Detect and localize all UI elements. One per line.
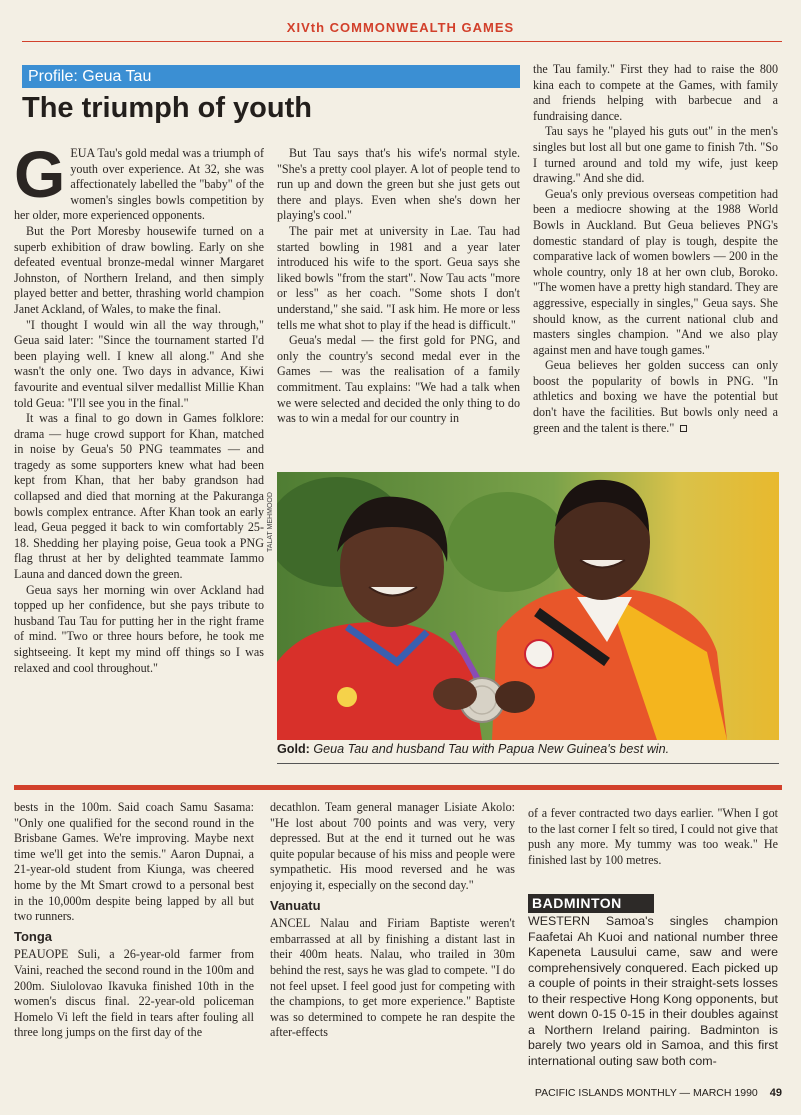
article-paragraph: Geua says her morning win over Ackland had topped up her confidence, but she pays tribute to husband Tau Tau for putting her in the right frame of mind. "Two or three hours before, he took me sightseeing. It kept my mind off things so I was relaxed and cool throughout." [14, 582, 264, 675]
article-paragraph: Geua's only previous overseas competition had been a mediocre showing at the 1988 World Bowls in Auckland. But Geua believes PNG's domestic standard of play is tough, despite the comparative lack of women bowlers — 200 in the whole country, only 18 at her own club, Boroko. "The women have a pretty high standard. They are aggressive, especially in singles," Geua says. She should know, as the current national club and masters singles champion. "And we also play against men and have tough games." [533, 186, 778, 357]
article-paragraph: GEUA Tau's gold medal was a triumph of youth over experience. At 32, she was affectionately labelled the "baby" of the women's singles bowls competition by her older, more experienced opponents. [14, 146, 264, 223]
subhead-vanuatu: Vanuatu [270, 897, 321, 913]
page-footer [520, 1087, 782, 1099]
profile-banner: Profile: Geua Tau [22, 65, 520, 88]
lower-column-1 [14, 800, 254, 1080]
headline: The triumph of youth [22, 92, 312, 124]
article-paragraph: But Tau says that's his wife's normal style. "She's a pretty cool player. A lot of people tend to run up and down the green but she just gets out there and plays. Even when she's down her playing's cool." [277, 146, 520, 223]
article-paragraph: bests in the 100m. Said coach Samu Sasama: "Only one qualified for the second round in the Brisbane Games. We're improving. Maybe next time we'll get into the semis." Aaron Dupnai, a 21-year-old student from Kiunga, was cheered home by the Mt Smart crowd to a personal best in the 10,000m despite being lapped by all but two runners. [14, 800, 254, 924]
article-paragraph: "I thought I would win all the way through," Geua said later: "Since the tournament started I'd been playing well. I knew all along." And she wasn't the only one. Two days in advance, Kiwi favourite and eventual silver medallist Millie Khan told Geua: "I'll see you in the final." [14, 317, 264, 410]
article-paragraph: of a fever contracted two days earlier. "When I got to the last corner I felt so tired, I could not give that push any more. My tummy was too weak." He finished last by 100 metres. [528, 806, 778, 867]
section-label-badminton: BADMINTON [528, 894, 654, 913]
subhead-tonga: Tonga [14, 928, 53, 944]
section-divider [14, 785, 782, 790]
article-paragraph: WESTERN Samoa's singles champion Faafetai Ah Kuoi and national number three Kapeneta Lausului came, saw and were comprehensively conquered. Each picked up a couple of points in their straight-sets losses to their respective Hong Kong opponents, but went down 0-15 0-15 in their doubles against a Northern Ireland pairing. Badminton is barely two years old in Samoa, and this first international outing saw both com- [528, 914, 778, 1068]
page-number: 49 [769, 1087, 782, 1099]
drop-cap: G [14, 146, 66, 211]
article-paragraph: ANCEL Nalau and Firiam Baptiste weren't embarrassed at all by finishing a distant last in their 400m heats. Nalau, who trailed in 30m behind the rest, says he was glad to compete. "I do not feel upset. I feel good just for competing with the champions, to get more experience." Baptiste was so determined to compete he ran despite the after-effects [270, 916, 515, 1040]
article-paragraph: PEAUOPE Suli, a 26-year-old farmer from Vaini, reached the second round in the 100m and 200m. Siulolovao Ikavuka finished 10th in the women's discus final. 22-year-old policeman Homelo Vi left the field in tears after fouling all three long jumps on the first day of the [14, 947, 254, 1040]
article-column-3 [533, 62, 778, 466]
header-rule [22, 41, 782, 42]
caption-text: Geua Tau and husband Tau with Papua New Guinea's best win. [309, 742, 670, 756]
article-column-2 [277, 146, 520, 462]
article-column-1 [14, 146, 264, 766]
photo-credit: TALAT MEHMOOD [267, 492, 274, 552]
badminton-column [528, 914, 778, 1074]
article-paragraph: Tau says he "played his guts out" in the men's singles but lost all but one game to finish 7th. "So I turned around and told my wife, just keep drawing." And she did. [533, 124, 778, 186]
article-paragraph: The pair met at university in Lae. Tau had started bowling in 1981 and a year later introduced his wife to the sport. Geua says she liked bowls "from the start". Now Tau acts "more or less" as her coach. "Some shots I don't understand," she said. "I ask him. He more or less tells me what shot to play if the head is difficult." [277, 223, 520, 332]
photo-gold-medal-couple [277, 472, 779, 740]
publication-line: PACIFIC ISLANDS MONTHLY — MARCH 1990 [534, 1087, 758, 1099]
photo-illustration [277, 472, 779, 740]
article-paragraph: the Tau family." First they had to raise the 800 kina each to compete at the Games, with family and friends helping with barbecue and a fundraising dance. [533, 62, 778, 123]
article-paragraph: decathlon. Team general manager Lisiate Akolo: "He lost about 700 points and was very, very depressed. But at the end it turned out he was quite popular because of his miss and people were sympathetic. His mood reversed and he was enjoying it, especially on the second day." [270, 800, 515, 892]
lower-column-3 [528, 806, 778, 898]
article-paragraph: But the Port Moresby housewife turned on a superb exhibition of draw bowling. Early on she defeated eventual bronze-medal winner Margaret Johnston, of Northern Ireland, and then simply played better and better, thrashing world champion Janet Ackland, of Wales, to make the final. [14, 223, 264, 316]
end-mark [680, 425, 687, 432]
article-paragraph: Geua believes her golden success can only boost the popularity of bowls in PNG. "In athletics and boxing we have the potential but don't have the facilities. But bowls only need a green and the talent is there." [533, 358, 778, 435]
photo-caption [277, 742, 779, 756]
article-paragraph: Geua's medal — the first gold for PNG, and only the country's second medal ever in the Games — was the realisation of a family commitment. Tau explains: "We had a talk when we were selected and decided the only thing to do was to win a medal for our country in [277, 333, 520, 426]
caption-rule [277, 763, 779, 764]
article-paragraph: It was a final to go down in Games folklore: drama — huge crowd support for Khan, matched in noise by Geua's 50 PNG teammates — and tragedy as some supporters knew what had been kept from Khan, that her baby grandson had collapsed and died that morning at the Pakuranga bowls complex entrance. After Khan took an early lead, Geua pegged it back to win comfortably 25-18. Shedding her playing poise, Geua took a PNG flag thrust at her by delighted teammate Iammo Launa and danced down the green. [14, 411, 264, 582]
caption-label: Gold: [277, 742, 310, 756]
lower-column-2 [270, 800, 515, 1080]
running-head: XIVth COMMONWEALTH GAMES [286, 20, 515, 35]
